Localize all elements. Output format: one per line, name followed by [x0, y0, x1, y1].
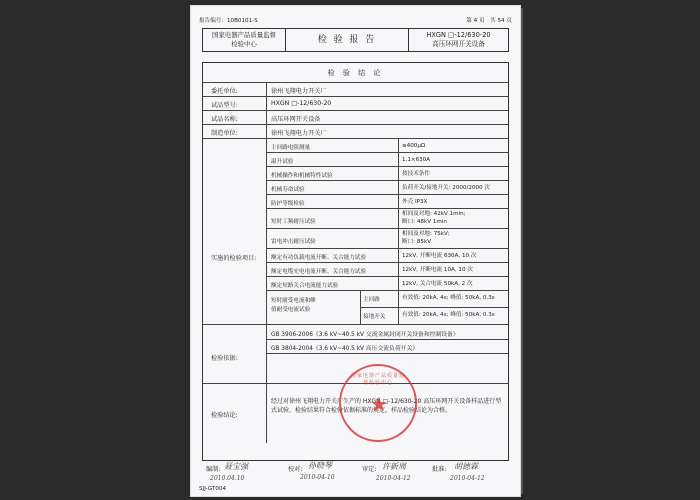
test-item: 雷电冲击耐压试验 [271, 239, 316, 245]
compiled-label: 编制: [206, 466, 221, 473]
earth-switch-label: 接地开关 [363, 314, 386, 320]
approved-signature: 胡德霖 [454, 462, 478, 471]
maker-value: 徐州飞翔电力开关厂 [271, 130, 327, 137]
client-label: 委托单位: [211, 88, 238, 95]
org-line-1: 国家电器产品质量监督 [212, 31, 276, 40]
test-item: 防护等级检验 [271, 201, 305, 207]
compiled-date: 2010.04.10 [210, 475, 245, 482]
divider [266, 208, 508, 209]
page-number: 第 4 页 共 54 页 [466, 18, 512, 24]
divider [266, 166, 508, 167]
test-result: 12kV, 关合电流 50kA, 2 次 [402, 281, 473, 287]
test-result-line-2: 断口: 48kV 1min [402, 219, 447, 225]
approved-label: 批准: [432, 466, 447, 473]
basis-label: 检验依据: [211, 355, 238, 362]
seal-text: 国家电器产品质量监督检验中心 [350, 373, 405, 386]
approved-date: 2010-04-12 [450, 475, 485, 482]
divider [266, 276, 508, 277]
section-title: 检 验 结 论 [327, 68, 384, 77]
reviewed-signature: 许新周 [382, 462, 406, 471]
test-result: 相间及对地: 75kV; [402, 231, 450, 237]
test-result: 负荷开关/接地开关: 2000/2000 次 [402, 185, 491, 191]
reviewed-label: 审定: [362, 466, 377, 473]
divider [266, 353, 508, 354]
earth-switch-result: 有效值: 20kA, 4s; 峰值: 50kA, 0.3s [402, 312, 495, 318]
basis-standard: GB 3906-2006《3.6 kV~40.5 kV 交流金属封闭开关设备和控制设备》 [271, 332, 459, 338]
model-value: HXGN □-12/630-20 [271, 100, 332, 107]
test-result: 外壳 IP3X [402, 199, 428, 205]
test-result: 1.1×630A [402, 157, 431, 163]
test-result: ≤400μΩ [402, 143, 426, 149]
withstand-item: 短时耐受电流和峰 [271, 298, 316, 304]
title-box [202, 28, 509, 52]
conclusion-text: 经过对徐州飞翔电力开关厂生产的 HXGN □-12/630-20 高压环网开关设备样品进行型式试验，检验结果符合检验依据标准的规定，样品检验结论为合格。 [271, 398, 502, 415]
report-title: 检 验 报 告 [286, 29, 409, 51]
official-seal [339, 364, 417, 442]
form-code: SJJ-GT004 [199, 486, 227, 492]
test-item: 额定电缆充电电流开断、关合能力试验 [271, 269, 367, 275]
divider [203, 82, 508, 83]
divider [360, 307, 508, 308]
test-result: 按技术条件 [402, 171, 430, 177]
test-result: 12kV, 开断电流 630A, 10 次 [402, 253, 477, 259]
maker-label: 制造单位: [211, 130, 238, 137]
report-page [191, 6, 520, 496]
product-model: HXGN □-12/630-20 [426, 31, 491, 40]
org-line-2: 检验中心 [231, 40, 257, 48]
divider [266, 248, 508, 249]
page-edge-shadow [520, 8, 523, 494]
test-item: 机械寿命试验 [271, 187, 305, 193]
client-value: 徐州飞翔电力开关厂 [271, 88, 327, 95]
checked-signature: 孙晓琴 [308, 461, 332, 470]
test-item: 额定有功负载电流开断、关合能力试验 [271, 255, 367, 261]
product-heading [409, 29, 508, 51]
divider [266, 194, 508, 195]
product-name: 高压环网开关设备 [432, 40, 485, 48]
divider [266, 180, 508, 181]
withstand-item-line-2: 值耐受电流试验 [271, 307, 311, 313]
report-number: 报告编号：10B0101-S [199, 18, 258, 24]
test-item: 主回路电阻测量 [271, 145, 311, 151]
reviewed-date: 2010-04-12 [376, 475, 411, 482]
divider [203, 324, 508, 325]
test-result: 12kV, 开断电流 10A, 10 次 [402, 267, 473, 273]
divider [203, 124, 508, 125]
divider [203, 96, 508, 97]
conclusion-label: 检验结论: [211, 412, 238, 419]
test-result-line-2: 断口: 85kV [402, 239, 432, 245]
divider [266, 339, 508, 340]
checked-date: 2010-04-10 [300, 474, 335, 481]
checked-label: 校对: [288, 466, 303, 473]
divider [266, 290, 508, 291]
test-result: 相间及对地: 42kV 1min; [402, 211, 466, 217]
model-label: 试品型号: [211, 102, 238, 109]
name-label: 试品名称: [211, 116, 238, 123]
tests-label: 实施的检验项目: [211, 255, 257, 262]
test-item: 额定短路关合电流能力试验 [271, 283, 339, 289]
seal-star-icon: ★ [370, 392, 388, 416]
test-item: 机械操作和机械特性试验 [271, 173, 333, 179]
main-circuit-label: 主回路 [363, 297, 380, 303]
name-value: 高压环网开关设备 [271, 116, 321, 123]
signature-row [204, 461, 510, 488]
divider [203, 110, 508, 111]
basis-standard: GB 3804-2004《3.6 kV~40.5 kV 高压交流负荷开关》 [271, 346, 419, 352]
divider [266, 228, 508, 229]
divider [203, 138, 508, 139]
main-circuit-result: 有效值: 20kA, 4s; 峰值: 50kA, 0.3s [402, 295, 495, 301]
divider [266, 262, 508, 263]
test-item: 温升试验 [271, 159, 294, 165]
org-name [203, 29, 286, 51]
compiled-signature: 聂宝强 [224, 462, 248, 471]
divider [266, 152, 508, 153]
test-item: 短时工频耐压试验 [271, 219, 316, 225]
